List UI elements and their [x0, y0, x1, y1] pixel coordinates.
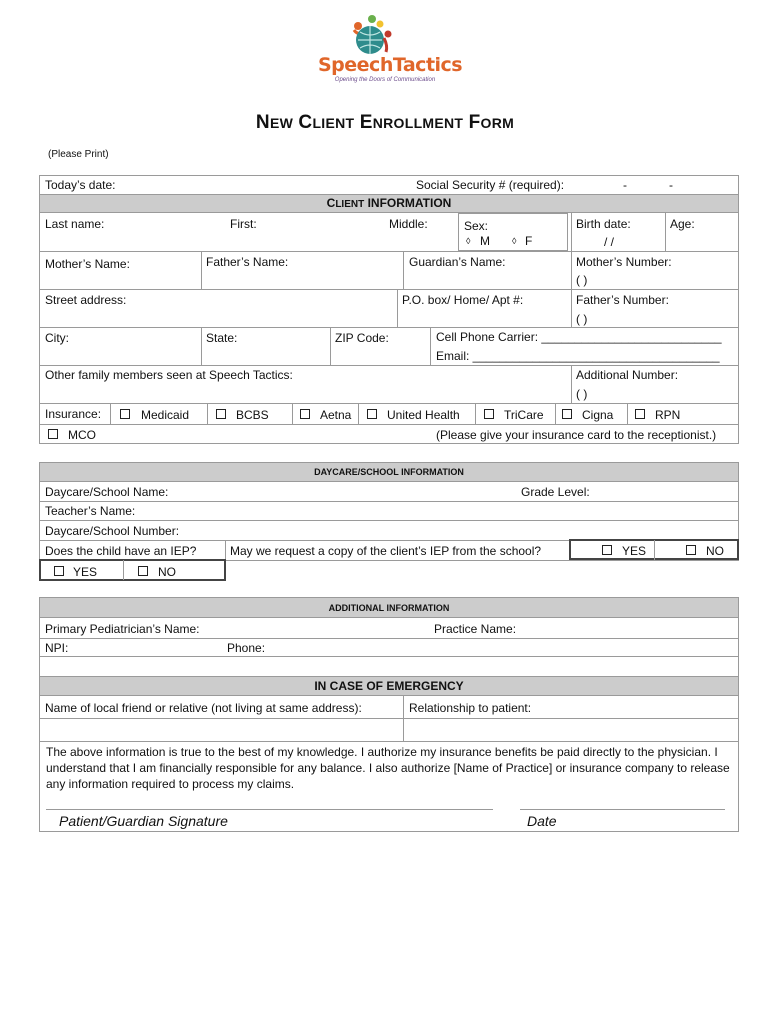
iep-copy-question: May we request a copy of the client’s IEP from the school? — [230, 544, 542, 558]
divider — [123, 560, 124, 580]
page-title — [0, 112, 770, 134]
divider — [39, 718, 739, 719]
divider — [555, 403, 556, 424]
todays-date-label: Today’s date: — [45, 178, 116, 192]
birth-date-slashes: / / — [604, 235, 615, 249]
divider — [39, 520, 739, 521]
email-field[interactable]: Email: _____________________________________ — [436, 349, 720, 363]
female-radio[interactable]: ◊ — [512, 236, 517, 246]
please-print-note: (Please Print) — [48, 149, 109, 160]
divider — [571, 289, 739, 290]
divider — [39, 501, 739, 502]
state-label: State: — [206, 331, 238, 345]
signature-line — [46, 809, 493, 810]
bcbs-label: BCBS — [236, 408, 269, 422]
insurance-label: Insurance: — [45, 407, 102, 421]
cigna-checkbox[interactable] — [562, 409, 572, 419]
daycare-name-label: Daycare/School Name: — [45, 485, 169, 499]
fathers-name-label: Father’s Name: — [206, 255, 289, 269]
iep-yes-checkbox[interactable] — [54, 566, 64, 576]
title-rest: NROLLMENT — [372, 115, 464, 131]
brand-name: SpeechTactics — [318, 54, 463, 76]
authorization-text: The above information is true to the best of my knowledge. I authorize my insurance benefits be paid directly to the physician. I understand that I am financially responsible for any balance. I also authorize [Name of Practice] or insurance company to release any information required to process my claims. — [46, 745, 730, 791]
divider — [358, 403, 359, 424]
iep-copy-no-checkbox[interactable] — [686, 545, 696, 555]
po-box-label: P.O. box/ Home/ Apt #: — [402, 293, 524, 307]
tricare-label: TriCare — [504, 408, 544, 422]
divider — [397, 289, 398, 327]
iep-yes-label: YES — [73, 565, 98, 579]
divider — [627, 403, 628, 424]
title-rest: LIENT — [312, 115, 355, 131]
daycare-number-label: Daycare/School Number: — [45, 524, 180, 538]
divider — [39, 638, 739, 639]
globe-people-icon — [318, 14, 452, 58]
medicaid-checkbox[interactable] — [120, 409, 130, 419]
divider — [110, 403, 111, 424]
local-friend-label: Name of local friend or relative (not living at same address): — [45, 701, 362, 715]
title-cap: F — [468, 112, 481, 133]
phone-label: Phone: — [227, 641, 266, 655]
grade-level-label: Grade Level: — [521, 485, 590, 499]
npi-label: NPI: — [45, 641, 69, 655]
divider — [571, 251, 739, 252]
teachers-name-label: Teacher’s Name: — [45, 504, 136, 518]
divider — [292, 403, 293, 424]
male-label: M — [480, 234, 490, 248]
iep-copy-yes-label: YES — [622, 544, 647, 558]
divider — [207, 403, 208, 424]
fathers-number-label: Father’s Number: — [576, 293, 669, 307]
iep-copy-yes-checkbox[interactable] — [602, 545, 612, 555]
iep-copy-no-label: NO — [706, 544, 724, 558]
other-family-label: Other family members seen at Speech Tactics: — [45, 368, 293, 382]
divider — [39, 289, 572, 290]
sex-label: Sex: — [464, 219, 489, 233]
divider — [571, 213, 572, 251]
practice-name-label: Practice Name: — [434, 622, 517, 636]
ssn-dash: - — [623, 178, 627, 192]
city-label: City: — [45, 331, 69, 345]
relationship-label: Relationship to patient: — [409, 701, 532, 715]
divider — [654, 540, 655, 560]
emergency-header: IN CASE OF EMERGENCY — [40, 676, 738, 696]
divider — [430, 327, 431, 365]
fathers-number-paren: ( ) — [576, 312, 588, 326]
bcbs-checkbox[interactable] — [216, 409, 226, 419]
divider — [39, 327, 739, 328]
first-name-label: First: — [230, 217, 257, 231]
speech-tactics-logo — [318, 14, 463, 88]
header-cap: C — [326, 196, 336, 210]
client-info-header — [40, 194, 738, 213]
pediatrician-label: Primary Pediatrician’s Name: — [45, 622, 200, 636]
united-health-label: United Health — [387, 408, 460, 422]
patient-signature-label: Patient/Guardian Signature — [59, 813, 228, 829]
title-rest: EW — [269, 115, 294, 131]
divider — [475, 403, 476, 424]
divider — [39, 741, 739, 742]
birth-date-label: Birth date: — [576, 217, 631, 231]
title-cap: C — [298, 112, 313, 133]
age-label: Age: — [670, 217, 695, 231]
middle-name-label: Middle: — [389, 217, 428, 231]
iep-no-checkbox[interactable] — [138, 566, 148, 576]
aetna-checkbox[interactable] — [300, 409, 310, 419]
divider — [225, 540, 226, 561]
daycare-header: DAYCARE/SCHOOL INFORMATION — [40, 462, 738, 482]
divider — [330, 327, 331, 365]
divider — [39, 251, 572, 252]
rpn-label: RPN — [655, 408, 681, 422]
divider — [201, 327, 202, 365]
divider — [201, 251, 202, 289]
rpn-checkbox[interactable] — [635, 409, 645, 419]
guardians-name-label: Guardian’s Name: — [409, 255, 506, 269]
date-label: Date — [527, 813, 557, 829]
street-address-label: Street address: — [45, 293, 127, 307]
tricare-checkbox[interactable] — [484, 409, 494, 419]
additional-number-paren: ( ) — [576, 387, 588, 401]
ssn-dash: - — [669, 178, 673, 192]
divider — [39, 656, 739, 657]
iep-no-label: NO — [158, 565, 176, 579]
divider — [571, 365, 572, 403]
divider — [39, 403, 739, 404]
divider — [403, 251, 404, 289]
header-rest: INFORMATION — [367, 196, 452, 210]
mothers-name-label: Mother’s Name: — [45, 257, 130, 271]
iep-options — [39, 559, 226, 581]
mothers-number-label: Mother’s Number: — [576, 255, 672, 269]
zip-code-label: ZIP Code: — [335, 331, 389, 345]
mco-checkbox[interactable] — [48, 429, 58, 439]
divider — [39, 424, 739, 425]
title-cap: E — [359, 112, 373, 133]
additional-info-header: ADDITIONAL INFORMATION — [40, 597, 738, 618]
insurance-card-note: (Please give your insurance card to the receptionist.) — [436, 428, 717, 442]
mothers-number-paren: ( ) — [576, 273, 588, 287]
cell-carrier-field[interactable]: Cell Phone Carrier: ___________________________ — [436, 330, 722, 344]
aetna-label: Aetna — [320, 408, 352, 422]
last-name-label: Last name: — [45, 217, 105, 231]
male-radio[interactable]: ◊ — [466, 236, 471, 246]
divider — [39, 365, 739, 366]
ssn-label: Social Security # (required): — [416, 178, 565, 192]
brand-tagline: Opening the Doors of Communication — [334, 77, 436, 83]
additional-number-label: Additional Number: — [576, 368, 679, 382]
title-cap: N — [255, 112, 270, 133]
medicaid-label: Medicaid — [141, 408, 190, 422]
iep-question: Does the child have an IEP? — [45, 544, 197, 558]
divider — [665, 213, 666, 251]
united-health-checkbox[interactable] — [367, 409, 377, 419]
mco-label: MCO — [68, 428, 96, 442]
header-rest: LIENT — [335, 199, 365, 210]
title-rest: ORM — [480, 115, 515, 131]
cigna-label: Cigna — [582, 408, 614, 422]
date-line — [520, 809, 725, 810]
female-label: F — [525, 234, 533, 248]
